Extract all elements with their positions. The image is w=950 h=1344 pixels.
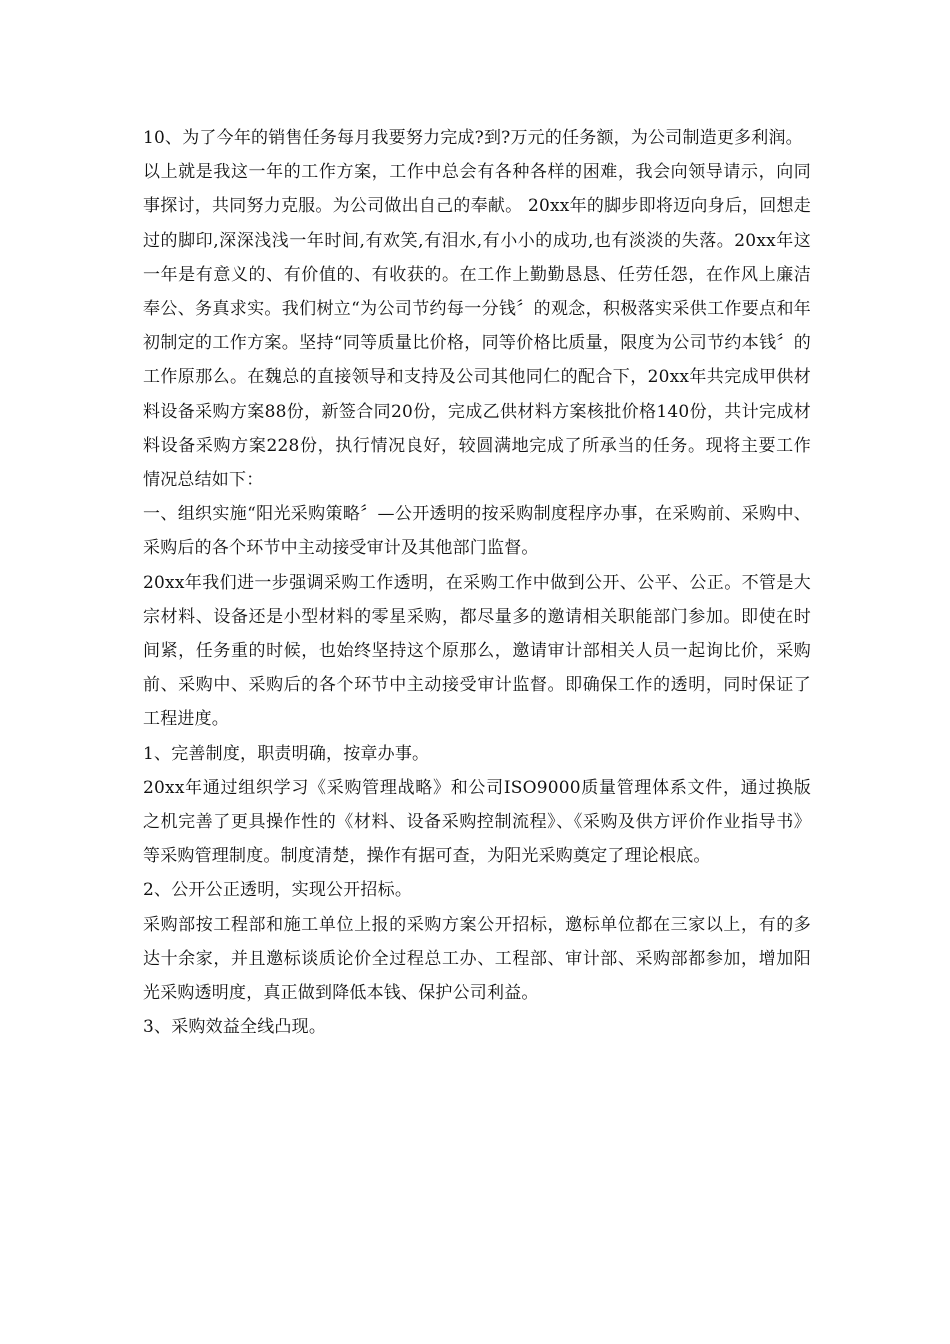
document-body (143, 121, 811, 1044)
paragraph-sales-target: 10、为了今年的销售任务每月我要努力完成?到?万元的任务额，为公司制造更多利润。 (143, 128, 803, 148)
paragraph-item-one-heading: 1、完善制度，职责明确，按章办事。 (143, 743, 430, 764)
paragraph-system-improvement: 20xx年通过组织学习《采购管理战略》和公司ISO9000质量管理体系文件，通过换版之机完善了更具操作性的《材料、设备采购控制流程》、《采购及供方评价作业指导书》等采购管理制度。制度清楚，操作有据可查，为阳光采购奠定了理论根底。 (143, 777, 811, 867)
paragraph-item-two-heading: 2、公开公正透明，实现公开招标。 (143, 880, 413, 901)
paragraph-item-three-heading: 3、采购效益全线凸现。 (143, 1017, 327, 1038)
paragraph-annual-summary: 以上就是我这一年的工作方案，工作中总会有各种各样的困难，我会向领导请示，向同事探讨，共同努力克服。为公司做出自己的奉献。 20xx年的脚步即将迈向身后，回想走过的脚印,深深浅浅一年时间,有欢笑,有泪水,有小小的成功,也有淡淡的失落。20xx年这一年是有意义的、有价值的、有收获的。在工作上勤勤恳恳、任劳任怨，在作风上廉洁奉公、务真求实。我们树立“为公司节约每一分钱〞的观念，积极落实采供工作要点和年初制定的工作方案。坚持“同等质量比价格，同等价格比质量，限度为公司节约本钱〞的工作原那么。在魏总的直接领导和支持及公司其他同仁的配合下，20xx年共完成甲供材料设备采购方案88份，新签合同20份，完成乙供材料方案核批价格140份，共计完成材料设备采购方案228份，执行情况良好，较圆满地完成了所承当的任务。现将主要工作情况总结如下： (143, 162, 811, 491)
paragraph-public-bidding: 采购部按工程部和施工单位上报的采购方案公开招标，邀标单位都在三家以上，有的多达十余家，并且邀标谈质论价全过程总工办、工程部、审计部、采购部都参加，增加阳光采购透明度，真正做到降低本钱、保护公司利益。 (143, 914, 811, 1004)
paragraph-section-one-heading: 一、组织实施“阳光采购策略〞—公开透明的按采购制度程序办事，在采购前、采购中、采购后的各个环节中主动接受审计及其他部门监督。 (143, 504, 811, 559)
paragraph-transparency: 20xx年我们进一步强调采购工作透明，在采购工作中做到公开、公平、公正。不管是大宗材料、设备还是小型材料的零星采购，都尽量多的邀请相关职能部门参加。即使在时间紧，任务重的时候，也始终坚持这个原那么，邀请审计部相关人员一起询比价，采购前、采购中、采购后的各个环节中主动接受审计监督。即确保工作的透明，同时保证了工程进度。 (143, 572, 811, 730)
